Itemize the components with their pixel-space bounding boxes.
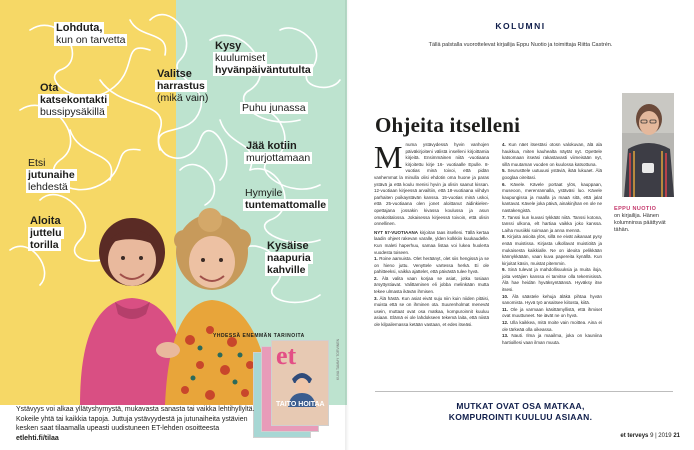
magazine-logo: et xyxy=(276,341,297,370)
pull-quote-line: MUTKAT OVAT OSA MATKAA, xyxy=(456,401,585,411)
right-page xyxy=(347,0,694,450)
divider xyxy=(375,391,673,392)
point-number: 6. xyxy=(502,181,506,187)
pull-quote-line: KOMPUROINTI KUULUU ASIAAN. xyxy=(448,412,593,422)
women-photo xyxy=(60,190,280,405)
section-subtitle: Tällä palstalla vuorottelevat kirjailija Eppu Nuotio ja toimittaja Riitta Castrén. xyxy=(428,42,613,48)
magazine-cover-front xyxy=(271,340,329,426)
article-paragraph xyxy=(374,230,489,256)
point-number: 13. xyxy=(502,333,509,339)
article-title: Ohjeita itselleni xyxy=(375,113,521,137)
article-subhead-text: kirjoitan taas itselleni. Tällä kertaa laadin ohjeet rakevan varalle, ylden kolkkiin kuukaudelle. Kun maleti haperhuu, samaa listaa voi lukea huolerta vuodesta toiseen. xyxy=(374,229,489,255)
article-subhead: NYT 57-VUOTIAANA xyxy=(374,229,418,235)
page-number: 21 xyxy=(673,433,680,439)
point-list xyxy=(374,256,489,329)
label-line: tuntemattomalle xyxy=(245,199,327,211)
article-column-1 xyxy=(374,139,489,329)
label-line: kahville xyxy=(267,264,306,276)
article-column-2 xyxy=(502,142,602,346)
point-text: Älä säästele kehuja äläkä pihtaa hyvän sanomista. Hyvä työ ansaitsee kiitosta, kiitä. xyxy=(502,293,602,306)
point-text: Roine aamuista. Olet heräänyt, olet siis hengissä ja se on hieno juttu. Venyttele vartessa herkä. Ei ole pahitteeksi, vaikka ajattelet, että päivästä tulee hyvä. xyxy=(374,256,489,275)
point-number: 4. xyxy=(502,142,506,147)
label-puhu xyxy=(240,102,308,114)
author-bio: on kirjailija. Hänen kolumninsa päättyvät tähän. xyxy=(614,213,666,233)
page-footer xyxy=(620,433,680,439)
portrait-caption xyxy=(614,206,674,234)
label-line: naapuria xyxy=(267,252,311,264)
page-gutter xyxy=(345,0,349,450)
footer-issue: 9 | 2019 xyxy=(650,433,672,439)
label-line: Jää kotiin xyxy=(246,140,297,152)
magazine-stack xyxy=(253,340,343,440)
point-item xyxy=(502,215,602,235)
point-item xyxy=(502,168,602,181)
label-lohduta xyxy=(54,22,127,46)
point-item xyxy=(502,333,602,346)
point-text: Kävele. Kävele portaat ylös, kauppaan, museoon, merenrannalla, ystäväsi luo. Kävele kaupungissa ja maalla ja maaä sitä, että jalat kantavat. Kävele joka päivä, ainakinjhan en ole ne nastakengistä. xyxy=(502,181,602,213)
point-text: Älä hästä. Kun asiat eivät suju niin kuin niiden pitäisi, muista että se on ihminen ota. Suurenholmat menevät usein, muttaat ovat osa matkaa, kompuroinnit kuuluu asiaan. Elämä ei ole lahdokseen tekemä laita, että niistä ole kilpailemassa ketään vastaan, et edes itseäsi. xyxy=(374,295,489,328)
label-line: katsekontakti xyxy=(40,94,108,106)
label-line: Kysy xyxy=(215,40,242,52)
label-line: bussipysäkillä xyxy=(40,106,105,118)
author-name: EPPU NUOTIO xyxy=(614,206,657,212)
point-number: 1. xyxy=(374,256,378,262)
point-item xyxy=(502,142,602,168)
point-item xyxy=(502,234,602,267)
magazine-title: TAITO HOITAA xyxy=(276,401,325,408)
label-line: hyvänpäiväntutulta xyxy=(215,64,311,76)
point-number: 11. xyxy=(502,306,509,312)
point-text: Ulla kaikkea, mitä moite vain moittea. Aina ei ole tärkeää olla oikeassa. xyxy=(502,320,602,332)
label-line: kun on tarvetta xyxy=(56,34,126,46)
point-item xyxy=(502,294,602,307)
point-item xyxy=(502,320,602,333)
footer-brand: et terveys xyxy=(620,433,649,439)
photo-credit: KUVA TAMMY TORVINEN xyxy=(336,338,340,380)
point-text: Kun näet itsestäsi otosn valokuvan, älä ala haukkua, miten kauhealta näytät nyt. Opettele katsomaan itseäsi rakastavasti viimeisään nyt, sillä muutaman vuoden on kuulossa katsottuna. xyxy=(502,142,602,167)
point-text: Ole ja varmaan käsittämyllistä, että ihmiset ovat muuttuneet. Ne iävät ne on hyvä. xyxy=(502,306,602,319)
label-hymyile xyxy=(243,187,328,211)
point-number: 2. xyxy=(374,275,378,281)
label-line: Puhu junassa xyxy=(242,102,306,114)
point-list xyxy=(502,142,602,346)
point-number: 10. xyxy=(502,293,509,299)
point-number: 9. xyxy=(502,267,506,273)
author-portrait xyxy=(622,93,674,197)
label-etsi xyxy=(26,157,77,193)
point-number: 12. xyxy=(502,320,509,326)
label-valitse xyxy=(155,68,210,104)
point-text: Älä valita vaan korjaa se asiat, jotka tosiaan ärsyttystiavat. Valittaminen eli jobba melinkään mutta tekee ulmasta ikävän ihmisen. xyxy=(374,275,489,295)
label-line: Hymyile xyxy=(245,187,283,199)
point-text: Sinä tulevat ja mahdollisuuksia ja muita iloja, joita vetäjien kanssa ei tarvitse olla tekemisissä. Älä hae heidän hyväksyntäänsä. Hyväksy itse itsesi. xyxy=(502,267,602,293)
label-line: (mikä vain) xyxy=(157,92,209,104)
point-item xyxy=(374,256,489,276)
point-item xyxy=(502,182,602,215)
point-number: 7. xyxy=(502,214,506,220)
section-label: KOLUMNI xyxy=(495,21,546,31)
promo-body: Ystävyys voi alkaa yllätyshymystä, mukavasta sanasta tai vaikka lehtihyllyltä. Kokeile yhtä tai kaikkia tapoja. Juttuja ystävyydestä ja jutunaiheita ystävien kesken saat tilaamalla upeasti uudistuneen ET-lehden osoitteesta xyxy=(16,406,255,432)
promo-link[interactable]: etlehti.fi/tilaa xyxy=(16,434,59,442)
pull-quote xyxy=(347,401,694,423)
photo-caption: YHDESSÄ ENEMMÄN TARINOITA xyxy=(213,333,305,339)
label-line: lehdestä xyxy=(28,181,68,193)
point-text: Kirjoita asioita ylös, sillä ne eivät aikanaat pysy enää muistissa. Kirjasta ulkollavat muistiöitä ja mukaisesta kaikkialle. Ne on ideoita pelikkään kännykkäään, vaan kuva papereita kynällä. Kun kirjoitat käsin, muistat pitemmin. xyxy=(502,234,602,266)
promo-text xyxy=(16,405,256,443)
label-aloita xyxy=(28,215,64,251)
point-number: 8. xyxy=(502,234,506,240)
label-line: kuulumiset xyxy=(215,52,266,64)
label-jaa-kotiin xyxy=(244,140,312,164)
point-item xyxy=(502,267,602,293)
drop-cap: M xyxy=(374,139,403,175)
point-item xyxy=(374,296,489,329)
label-kysy xyxy=(213,40,313,76)
point-item xyxy=(374,276,489,296)
point-number: 5. xyxy=(502,168,506,174)
label-line: Etsi xyxy=(28,157,46,169)
point-text: Tanssi kun kuvasi tykkäät niitä. Tanssi kotona, tanssi ulkona, elt hartiaa vaikka joko kanssa. Laiha musiikki soimaan ja anna mennä. xyxy=(502,214,602,233)
label-line: juttelu xyxy=(30,227,62,239)
point-item xyxy=(502,307,602,320)
label-line: Valitse xyxy=(157,68,192,80)
label-line: jutunaihe xyxy=(28,169,75,181)
label-kysaise xyxy=(265,240,313,276)
article-intro: numa ystävydessä hyvin vanhojen päiväkirjoiteni välistä inselleni kirjoittamia kirjeitä. Ensimmäinen niitä -vuotiaana kirjoitettu kirje 16- vuotiaalle Epulle. 8-vuotias minä toivoi, että pidän vanhemmat la minulla olisi ehdotin oma huone ja paras ystävä ja että koulu menisi hyvin ja olisin saanut kissan. 12-vuotiaan kirjeessä arvailtiin, että 18-vuotiaana viihdyn parhaiten poikaystävän kanssa. 15-vuotias minä uskoi, että 25-vuotiaana olen jonet aloittanut äidinkielen-opettajana jossakin kivassa koulussa ja asun omakotitalossa. Jokaisessa kirjeessä toivoin, että olisin onnellinen. xyxy=(374,142,489,227)
label-line: Lohduta, xyxy=(56,22,103,34)
label-line: Aloita xyxy=(30,215,61,227)
label-line: torilla xyxy=(30,239,59,251)
point-text: Nauti. Ilma ja maailma, joka on kauniina hartioillesi vaan ilman muuta. xyxy=(502,333,602,345)
point-text: Seurusttele uutuuusi ystäviä, ikää lukuaet. Älä googlaa oireitasi. xyxy=(502,168,602,180)
label-ota xyxy=(38,82,109,118)
label-line: Ota xyxy=(40,82,59,94)
label-line: Kysäise xyxy=(267,240,309,252)
label-line: harrastus xyxy=(157,80,205,92)
point-number: 3. xyxy=(374,295,378,301)
label-line: murjottamaan xyxy=(246,152,311,164)
